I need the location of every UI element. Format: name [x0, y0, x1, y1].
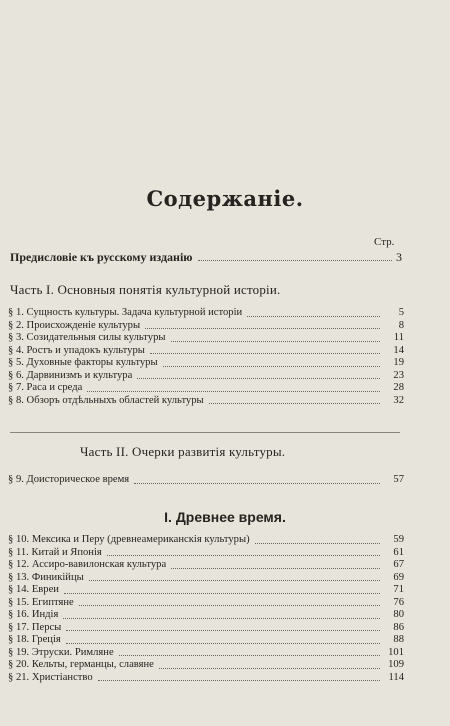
toc-entry: [8, 622, 404, 635]
toc-entry-page: 14: [393, 344, 404, 356]
dot-leader: [163, 366, 380, 367]
toc-entry-label: § 9. Доисторическое время: [8, 474, 130, 485]
dot-leader: [159, 668, 380, 669]
toc-entry-label: § 14. Евреи: [8, 584, 59, 595]
toc-entry-page: 86: [393, 621, 404, 633]
toc-entry-page: 101: [388, 646, 404, 658]
divider: [10, 432, 400, 433]
dot-leader: [247, 316, 380, 317]
toc-entry-page: 5: [398, 307, 404, 318]
toc-entry-label: § 18. Греція: [8, 634, 61, 645]
part1-heading: Часть I. Основныя понятія культурной исторіи.: [10, 282, 281, 297]
page-column-label: Стр.: [374, 236, 395, 248]
toc-entry-page: 8: [398, 319, 404, 331]
toc-entry-label: § 2. Происхожденіе культуры: [8, 319, 141, 331]
toc-entry: [8, 547, 404, 560]
toc-entry-page: 80: [393, 609, 404, 620]
toc-entry-label: § 16. Индія: [8, 609, 59, 620]
toc-entry-page: 114: [388, 671, 404, 683]
section1-toc: [8, 534, 404, 684]
dot-leader: [150, 353, 380, 354]
toc-entry-label: § 1. Сущность культуры. Задача культурной исторіи: [8, 307, 243, 318]
part1-toc: [8, 307, 404, 407]
toc-entry-label: § 7. Раса и среда: [8, 382, 83, 393]
toc-entry: [8, 320, 404, 333]
dot-leader: [87, 391, 380, 392]
toc-entry-page: 11: [393, 332, 404, 343]
dot-leader: [79, 605, 380, 606]
toc-entry-page: 59: [393, 534, 404, 545]
preface-label: Предисловіе къ русскому изданію: [10, 250, 193, 264]
toc-entry: [8, 370, 404, 383]
toc-entry: [8, 357, 404, 370]
dot-leader: [171, 568, 380, 569]
toc-entry: [8, 572, 404, 585]
dot-leader: [119, 655, 380, 656]
dot-leader: [134, 483, 380, 484]
part2-heading: Часть II. Очерки развитія культуры.: [80, 444, 286, 459]
toc-entry: [8, 332, 404, 345]
part2-toc: [8, 474, 404, 487]
toc-entry-label: § 6. Дарвинизмъ и культура: [8, 369, 133, 381]
toc-entry-label: § 5. Духовные факторы культуры: [8, 357, 158, 368]
dot-leader: [137, 378, 380, 379]
toc-entry-page: 76: [393, 596, 404, 608]
toc-entry: [8, 672, 404, 685]
toc-entry-label: § 10. Мексика и Перу (древнеамериканскія культуры): [8, 534, 250, 545]
toc-entry-label: § 4. Ростъ и упадокъ культуры: [8, 344, 145, 356]
toc-entry: [8, 584, 404, 597]
toc-entry-label: § 20. Кельты, германцы, славяне: [8, 659, 154, 670]
toc-entry: [8, 474, 404, 487]
toc-entry-label: § 21. Христіанство: [8, 671, 93, 683]
toc-entry-page: 23: [393, 369, 404, 381]
toc-entry: [8, 395, 404, 408]
section1-heading: I. Древнее время.: [164, 509, 286, 525]
dot-leader: [66, 643, 380, 644]
toc-entry-page: 69: [393, 571, 404, 583]
dot-leader: [171, 341, 381, 342]
toc-entry-label: § 3. Созидательныя силы культуры: [8, 332, 166, 343]
toc-entry-label: § 17. Персы: [8, 621, 62, 633]
dot-leader: [107, 555, 380, 556]
toc-entry: [8, 609, 404, 622]
dot-leader: [98, 680, 380, 681]
toc-entry-page: 109: [388, 659, 404, 670]
dot-leader: [198, 250, 392, 261]
dot-leader: [66, 630, 380, 631]
toc-entry: [8, 307, 404, 320]
toc-entry-page: 71: [393, 584, 404, 595]
dot-leader: [89, 580, 380, 581]
toc-entry-page: 67: [393, 559, 404, 570]
toc-entry-page: 19: [393, 357, 404, 368]
toc-entry-label: § 19. Этруски. Римляне: [8, 646, 114, 658]
dot-leader: [145, 328, 380, 329]
toc-entry-page: 28: [393, 382, 404, 393]
toc-entry: [8, 634, 404, 647]
toc-entry-label: § 8. Обзоръ отдѣльныхъ областей культуры: [8, 394, 204, 406]
preface-page: 3: [396, 250, 402, 264]
preface-entry: [10, 250, 402, 265]
toc-entry-label: § 13. Финикійцы: [8, 571, 84, 583]
toc-entry-label: § 12. Ассиро-вавилонская культура: [8, 559, 167, 570]
toc-entry-page: 61: [393, 546, 404, 558]
toc-entry: [8, 382, 404, 395]
dot-leader: [209, 403, 380, 404]
dot-leader: [255, 543, 380, 544]
toc-entry-page: 57: [393, 474, 404, 485]
toc-entry: [8, 559, 404, 572]
dot-leader: [63, 618, 380, 619]
toc-entry-page: 32: [393, 394, 404, 406]
toc-entry: [8, 597, 404, 610]
dot-leader: [64, 593, 380, 594]
toc-entry: [8, 345, 404, 358]
toc-entry: [8, 647, 404, 660]
toc-entry: [8, 534, 404, 547]
toc-entry-label: § 11. Китай и Японія: [8, 546, 102, 558]
toc-entry: [8, 659, 404, 672]
page-title: Содержаніе.: [146, 186, 304, 211]
toc-entry-label: § 15. Египтяне: [8, 596, 74, 608]
toc-entry-page: 88: [393, 634, 404, 645]
